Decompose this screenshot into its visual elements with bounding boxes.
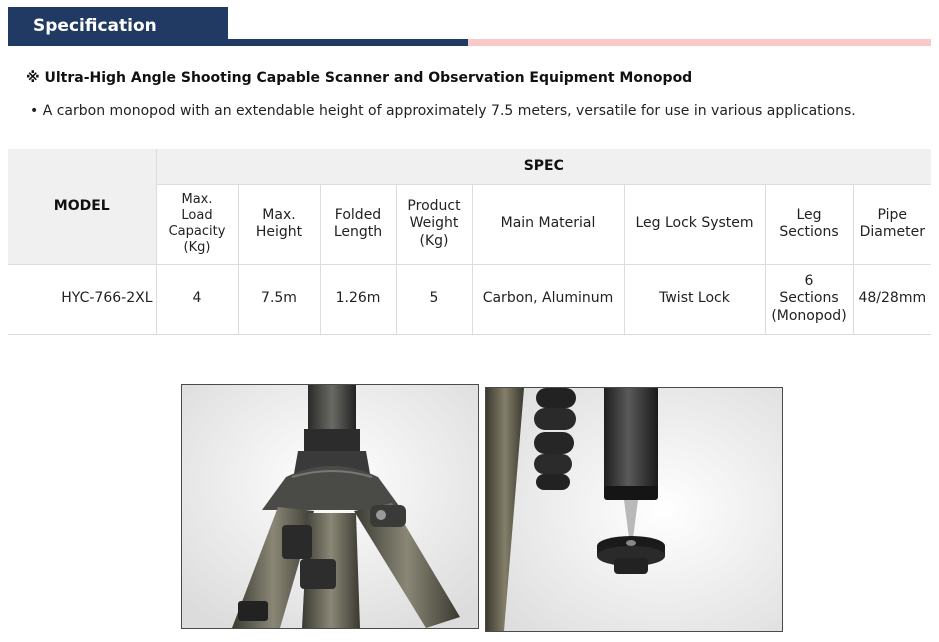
cell-lock-system: Twist Lock [624,264,765,334]
col-leg-sections: Leg Sections [765,184,853,264]
cell-folded-length: 1.26m [320,264,396,334]
cell-model: HYC-766-2XL [8,264,156,334]
model-header: MODEL [8,149,156,264]
table-row [8,264,931,334]
cell-height: 7.5m [238,264,320,334]
col-leg-lock-system: Leg Lock System [624,184,765,264]
col-max-height: Max. Height [238,184,320,264]
product-description: • A carbon monopod with an extendable height of approximately 7.5 meters, versatile for use in various applications. [30,103,856,119]
col-max-load-capacity: Max. Load Capacity (Kg) [156,184,238,264]
product-subtitle: ※ Ultra-High Angle Shooting Capable Scanner and Observation Equipment Monopod [26,70,693,86]
cell-pipe-diameter: 48/28mm [853,264,931,334]
monopod-foot-photo [485,387,783,632]
section-title: Specification [33,16,157,36]
col-pipe-diameter: Pipe Diameter [853,184,931,264]
col-product-weight: Product Weight (Kg) [396,184,472,264]
spec-header: SPEC [156,149,931,184]
cell-material: Carbon, Aluminum [472,264,624,334]
cell-capacity: 4 [156,264,238,334]
header-rule-pink [468,39,931,46]
col-folded-length: Folded Length [320,184,396,264]
col-main-material: Main Material [472,184,624,264]
spec-table [8,149,931,335]
tripod-head-photo [181,384,479,629]
header-rule-navy [228,39,468,46]
cell-leg-sections: 6 Sections (Monopod) [765,264,853,334]
spec-header-tab [8,7,228,46]
cell-weight: 5 [396,264,472,334]
